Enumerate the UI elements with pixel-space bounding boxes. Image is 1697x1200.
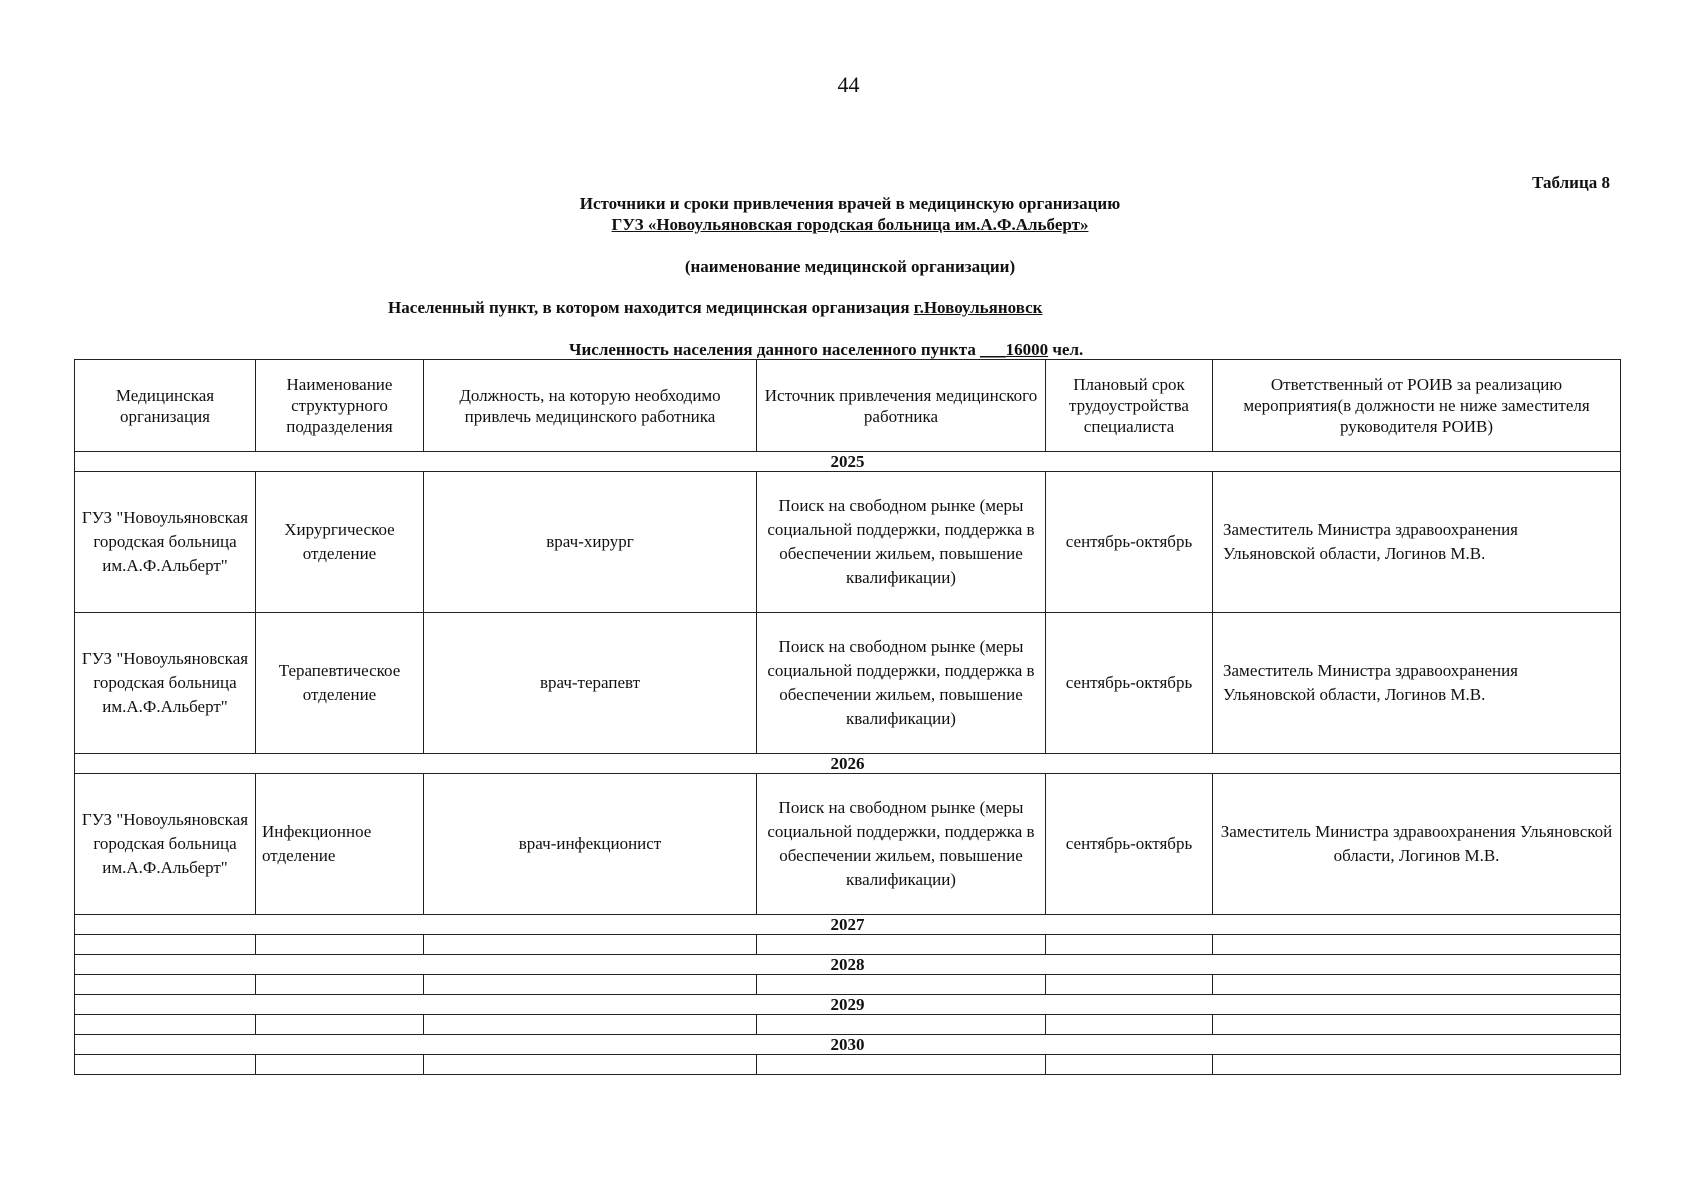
header-organization: Медицинская организация xyxy=(75,360,256,452)
table-row xyxy=(75,613,1621,754)
organization-caption: (наименование медицинской организации) xyxy=(684,257,1016,276)
cell-organization: ГУЗ "Новоульяновская городская больница им.А.Ф.Альберт" xyxy=(75,472,256,613)
year-label: 2026 xyxy=(75,754,1621,774)
population-line xyxy=(569,340,1083,360)
locality-label: Населенный пункт, в котором находится медицинская организация xyxy=(388,298,910,317)
year-label: 2028 xyxy=(75,955,1621,975)
year-row-2029 xyxy=(75,995,1621,1015)
header-row xyxy=(75,360,1621,452)
year-row-2027 xyxy=(75,915,1621,935)
population-unit: чел. xyxy=(1052,340,1084,359)
empty-row xyxy=(75,1055,1621,1075)
title-line-1: Источники и сроки привлечения врачей в медицинскую организацию xyxy=(579,194,1121,213)
cell-organization: ГУЗ "Новоульяновская городская больница им.А.Ф.Альберт" xyxy=(75,774,256,915)
cell-source: Поиск на свободном рынке (меры социальной поддержки, поддержка в обеспечении жильем, повышение квалификации) xyxy=(757,472,1046,613)
cell-department: Хирургическое отделение xyxy=(256,472,424,613)
cell-source: Поиск на свободном рынке (меры социальной поддержки, поддержка в обеспечении жильем, повышение квалификации) xyxy=(757,774,1046,915)
cell-position: врач-инфекционист xyxy=(424,774,757,915)
year-label: 2027 xyxy=(75,915,1621,935)
cell-responsible: Заместитель Министра здравоохранения Ульяновской области, Логинов М.В. xyxy=(1213,613,1621,754)
cell-term: сентябрь-октябрь xyxy=(1046,472,1213,613)
cell-organization: ГУЗ "Новоульяновская городская больница им.А.Ф.Альберт" xyxy=(75,613,256,754)
cell-position: врач-терапевт xyxy=(424,613,757,754)
cell-term: сентябрь-октябрь xyxy=(1046,613,1213,754)
year-row-2025 xyxy=(75,452,1621,472)
population-blank: ___ xyxy=(980,340,1006,359)
cell-responsible: Заместитель Министра здравоохранения Ульяновской области, Логинов М.В. xyxy=(1213,774,1621,915)
page-number: 44 xyxy=(837,72,860,97)
recruitment-table xyxy=(74,359,1621,1075)
population-value: 16000 xyxy=(1005,340,1049,359)
header-position: Должность, на которую необходимо привлечь медицинского работника xyxy=(424,360,757,452)
table-row xyxy=(75,774,1621,915)
organization-name: ГУЗ «Новоульяновская городская больница им.А.Ф.Альберт» xyxy=(611,215,1089,234)
header-term: Плановый срок трудоустройства специалиста xyxy=(1046,360,1213,452)
header-department: Наименование структурного подразделения xyxy=(256,360,424,452)
cell-term: сентябрь-октябрь xyxy=(1046,774,1213,915)
cell-position: врач-хирург xyxy=(424,472,757,613)
cell-responsible: Заместитель Министра здравоохранения Ульяновской области, Логинов М.В. xyxy=(1213,472,1621,613)
year-row-2030 xyxy=(75,1035,1621,1055)
empty-row xyxy=(75,935,1621,955)
empty-row xyxy=(75,1015,1621,1035)
population-label: Численность населения данного населенного пункта xyxy=(569,340,976,359)
locality-value: г.Новоульяновск xyxy=(913,298,1043,317)
year-row-2026 xyxy=(75,754,1621,774)
header-source: Источник привлечения медицинского работника xyxy=(757,360,1046,452)
table-label: Таблица 8 xyxy=(1532,173,1610,192)
document-title xyxy=(480,193,1220,235)
year-label: 2029 xyxy=(75,995,1621,1015)
year-row-2028 xyxy=(75,955,1621,975)
cell-department: Инфекционное отделение xyxy=(256,774,424,915)
year-label: 2030 xyxy=(75,1035,1621,1055)
locality-line xyxy=(388,298,1266,318)
cell-source: Поиск на свободном рынке (меры социальной поддержки, поддержка в обеспечении жильем, повышение квалификации) xyxy=(757,613,1046,754)
empty-row xyxy=(75,975,1621,995)
cell-department: Терапевтическое отделение xyxy=(256,613,424,754)
header-responsible: Ответственный от РОИВ за реализацию мероприятия(в должности не ниже заместителя руководителя РОИВ) xyxy=(1213,360,1621,452)
year-label: 2025 xyxy=(75,452,1621,472)
table-row xyxy=(75,472,1621,613)
